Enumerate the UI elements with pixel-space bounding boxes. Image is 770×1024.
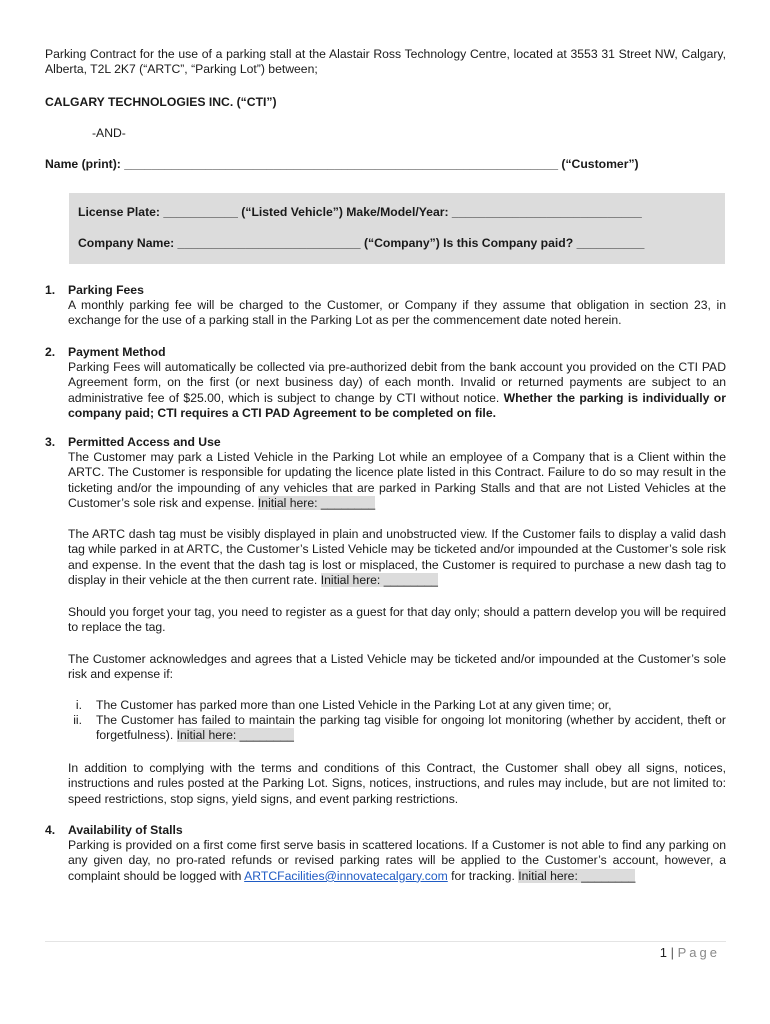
section-title: Permitted Access and Use bbox=[68, 435, 221, 449]
list-text: The Customer has parked more than one Listed Vehicle in the Parking Lot at any given time; or, bbox=[96, 698, 612, 712]
section-body bbox=[68, 360, 726, 422]
section-body bbox=[68, 838, 726, 884]
initial-field[interactable]: Initial here: ________ bbox=[176, 728, 294, 743]
signs-paragraph: In addition to complying with the terms and conditions of this Contract, the Customer shall obey all signs, notices, instructions and rules posted at the Parking Lot. Signs, notices, instructions, and rules may include, but are not limited to: speed restrictions, stop signs, yield signs, and event parking restrictions. bbox=[68, 761, 726, 806]
dash-tag-paragraph bbox=[68, 527, 726, 589]
party-cti: CALGARY TECHNOLOGIES INC. (“CTI”) bbox=[45, 95, 277, 109]
section-body bbox=[68, 450, 726, 512]
forgot-tag-paragraph: Should you forget your tag, you need to register as a guest for that day only; should a pattern develop you will be required to replace the tag. bbox=[68, 605, 726, 635]
section-title: Payment Method bbox=[68, 345, 166, 359]
customer-name-field[interactable]: Name (print): ________________________________________________________________ (“Customer”) bbox=[45, 157, 639, 171]
section-number: 2. bbox=[45, 345, 56, 359]
section-title: Availability of Stalls bbox=[68, 823, 183, 837]
list-marker: ii. bbox=[73, 713, 82, 727]
section-body: A monthly parking fee will be charged to the Customer, or Company if they assume that obligation in section 23, in exchange for the use of a parking stall in the Parking Lot as per the commencement date noted herein. bbox=[68, 298, 726, 328]
footer-divider bbox=[45, 941, 726, 942]
company-name-field[interactable]: Company Name: ___________________________ (“Company”) Is this Company paid? __________ bbox=[78, 236, 645, 250]
page-number: 1 bbox=[659, 945, 668, 960]
access-text: The Customer may park a Listed Vehicle in the Parking Lot while an employee of a Company that is a Client within the ARTC. The Customer is responsible for updating the licence plate listed in this Contract. Failure to do so may result in the ticketing and/or the impounding of any vehicles that are parked in Parking Stalls and that are not Listed Vehicles at the Customer’s sole risk and expense. bbox=[68, 450, 726, 511]
dash-tag-text: The ARTC dash tag must be visibly displayed in plain and unobstructed view. If the Customer fails to display a valid dash tag while parked in at ARTC, the Customer’s Listed Vehicle may be ticketed and/or impounded at the Customer’s sole risk and expense. In the event that the dash tag is lost or misplaced, the Customer is required to purchase a new dash tag to display in their vehicle at the then current rate. bbox=[68, 527, 726, 588]
initial-field[interactable]: Initial here: ________ bbox=[518, 868, 636, 883]
page-separator: | bbox=[667, 945, 678, 960]
list-text bbox=[96, 713, 726, 744]
availability-text-end: for tracking. bbox=[447, 868, 519, 883]
and-separator: -AND- bbox=[92, 126, 126, 140]
section-number: 4. bbox=[45, 823, 56, 837]
acknowledgement-paragraph: The Customer acknowledges and agrees that a Listed Vehicle may be ticketed and/or impounded at the Customer’s sole risk and expense if: bbox=[68, 652, 726, 682]
initial-field[interactable]: Initial here: ________ bbox=[257, 496, 376, 511]
email-link[interactable]: ARTCFacilities@innovatecalgary.com bbox=[244, 868, 448, 883]
payment-text: Parking Fees will automatically be collected via pre-authorized debit from the bank account you provided on the CTI PAD Agreement form, on the first (or next business day) of each month. Invalid or returned payments are subject to an administrative fee of $25.00, which is subject to change by CTI without notice. bbox=[68, 360, 726, 405]
availability-text: Parking is provided on a first come first serve basis in scattered locations. If a Customer is not able to find any parking on any given day, no pro-rated refunds or revised parking rates will be applied to the Customer’s account, however, a complaint should be logged with bbox=[68, 838, 726, 883]
section-title: Parking Fees bbox=[68, 283, 144, 297]
page-label: Page bbox=[677, 945, 720, 960]
section-number: 3. bbox=[45, 435, 56, 449]
license-plate-field[interactable]: License Plate: ___________ (“Listed Vehicle”) Make/Model/Year: ____________________________ bbox=[78, 205, 642, 219]
section-number: 1. bbox=[45, 283, 56, 297]
vehicle-info-box bbox=[69, 193, 725, 264]
list-marker: i. bbox=[75, 698, 82, 712]
payment-bold-note: Whether the parking is individually or company paid; CTI requires a CTI PAD Agreement to be completed on file. bbox=[68, 390, 726, 421]
page-footer bbox=[660, 945, 720, 960]
list-text-body: The Customer has failed to maintain the parking tag visible for ongoing lot monitoring (whether by accident, theft or forgetfulness). bbox=[96, 713, 726, 743]
initial-field[interactable]: Initial here: ________ bbox=[320, 573, 438, 588]
contract-intro: Parking Contract for the use of a parking stall at the Alastair Ross Technology Centre, located at 3553 31 Street NW, Calgary, Alberta, T2L 2K7 (“ARTC”, “Parking Lot”) between; bbox=[45, 47, 726, 77]
